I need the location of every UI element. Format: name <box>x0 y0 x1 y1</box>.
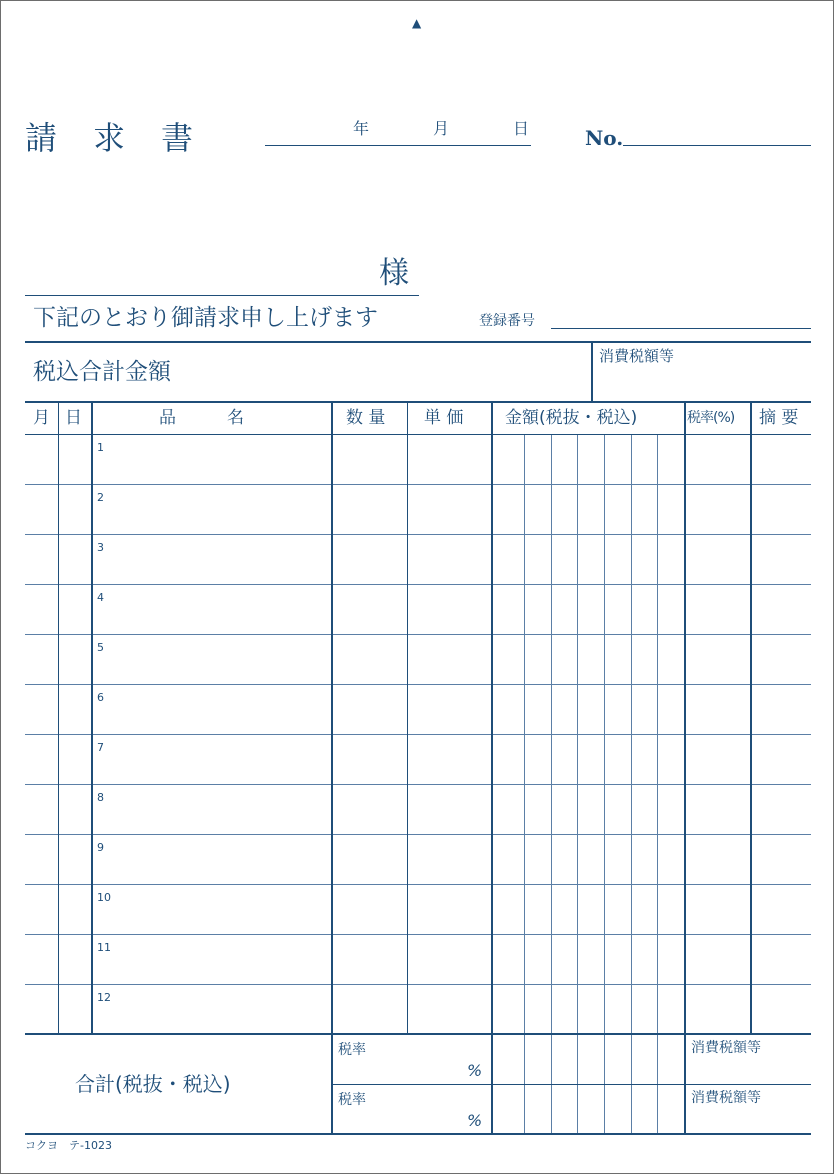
tax-amount-label-2: 消費税額等 <box>691 1090 761 1106</box>
tax-rate-label-2: 税率 <box>338 1092 366 1108</box>
column-line <box>491 403 493 1133</box>
day-label: 日 <box>513 119 530 138</box>
row-number: 5 <box>97 641 104 654</box>
row-number: 12 <box>97 991 111 1004</box>
total-amount-label: 税込合計金額 <box>33 359 171 385</box>
summary-top-line <box>25 341 811 343</box>
row-number: 4 <box>97 591 104 604</box>
no-label: No. <box>585 126 624 150</box>
form-title: 請 求 書 <box>25 119 196 157</box>
row-line <box>25 484 811 485</box>
month-label: 月 <box>433 119 450 138</box>
row-line <box>25 684 811 685</box>
row-number: 6 <box>97 691 104 704</box>
summary-divider <box>591 343 593 401</box>
column-line <box>58 403 59 1033</box>
col-tax-rate: 税率(%) <box>687 410 735 426</box>
digit-line <box>577 435 578 1133</box>
column-line <box>684 403 686 1133</box>
col-day: 日 <box>65 408 82 428</box>
row-line <box>25 884 811 885</box>
digit-line <box>631 435 632 1133</box>
row-line <box>25 984 811 985</box>
row-line <box>25 834 811 835</box>
request-message: 下記のとおり御請求申し上げます <box>33 305 378 331</box>
no-underline <box>623 145 811 146</box>
digit-line <box>657 435 658 1133</box>
tax-amount-label: 消費税額等 <box>599 347 675 365</box>
totals-bottom-line <box>25 1133 811 1135</box>
row-number: 3 <box>97 541 104 554</box>
row-line <box>25 934 811 935</box>
row-line <box>25 634 811 635</box>
tax-rate-label-1: 税率 <box>338 1042 366 1058</box>
row-line <box>25 584 811 585</box>
totals-label: 合計(税抜・税込) <box>75 1072 231 1096</box>
col-quantity: 数 量 <box>346 408 386 428</box>
row-line <box>25 534 811 535</box>
row-number: 1 <box>97 441 104 454</box>
column-line <box>91 403 93 1033</box>
digit-line <box>604 435 605 1133</box>
col-unit-price: 単 価 <box>424 408 464 428</box>
column-line <box>750 403 752 1033</box>
honorific-label: 様 <box>379 256 409 291</box>
column-line <box>331 403 333 1133</box>
percent-label-1: % <box>467 1061 483 1080</box>
date-underline <box>265 145 531 146</box>
row-line <box>25 784 811 785</box>
totals-mid-line <box>332 1084 811 1085</box>
col-amount: 金額(税抜・税込) <box>505 408 638 428</box>
row-number: 9 <box>97 841 104 854</box>
row-line <box>25 734 811 735</box>
row-number: 8 <box>97 791 104 804</box>
col-month: 月 <box>33 408 50 428</box>
tax-amount-label-1: 消費税額等 <box>691 1040 761 1056</box>
row-number: 7 <box>97 741 104 754</box>
digit-line <box>551 435 552 1133</box>
row-number: 2 <box>97 491 104 504</box>
col-item-name: 品 名 <box>159 408 244 428</box>
registration-underline <box>551 328 811 329</box>
totals-top-line <box>25 1033 811 1035</box>
triangle-marker-icon: ▲ <box>412 16 422 30</box>
registration-label: 登録番号 <box>479 313 535 329</box>
percent-label-2: % <box>467 1111 483 1130</box>
row-number: 10 <box>97 891 111 904</box>
product-code: コクヨ テ-1023 <box>25 1139 112 1152</box>
table-top-line <box>25 401 811 403</box>
header-bottom-line <box>25 434 811 435</box>
digit-line <box>524 435 525 1133</box>
column-line <box>407 403 408 1033</box>
row-number: 11 <box>97 941 111 954</box>
year-label: 年 <box>353 119 370 138</box>
recipient-underline <box>25 295 419 296</box>
col-remarks: 摘 要 <box>759 408 799 428</box>
